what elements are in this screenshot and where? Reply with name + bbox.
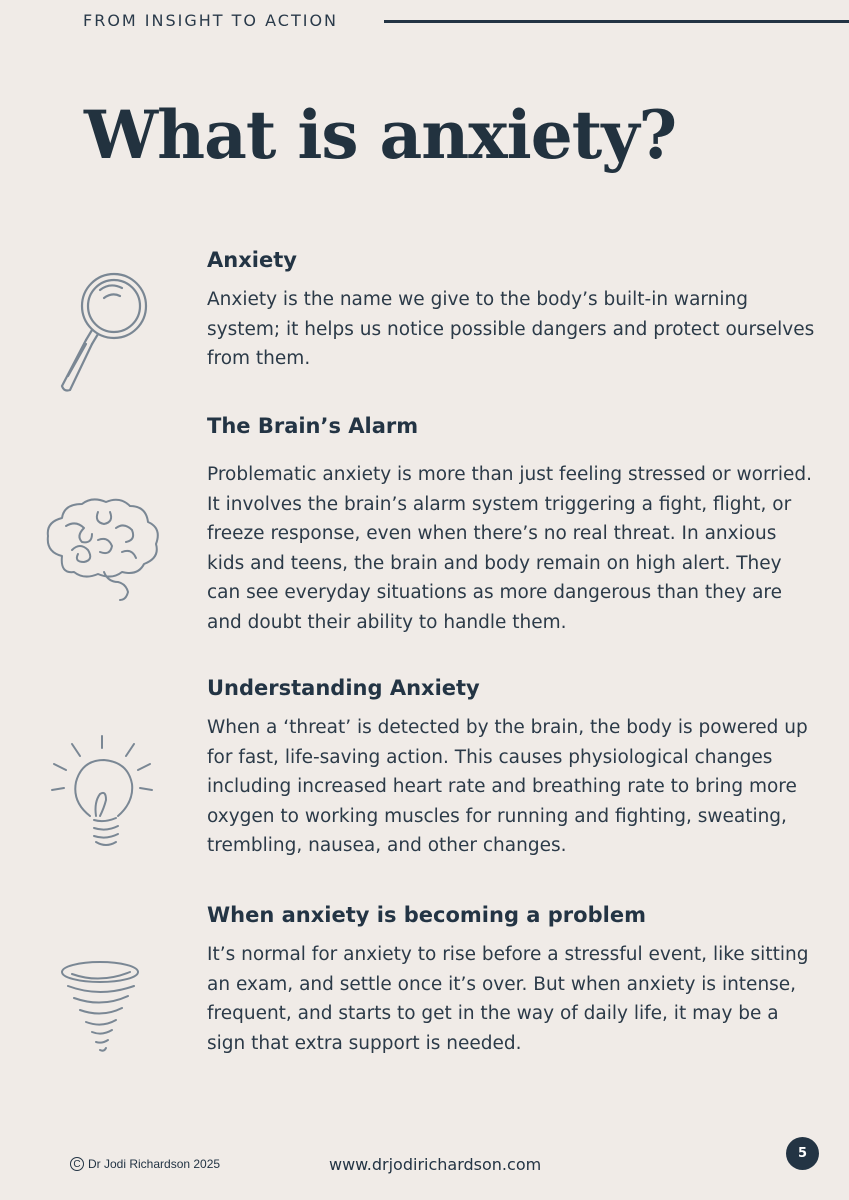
footer-website-link[interactable]: www.drjodirichardson.com	[329, 1155, 542, 1174]
magnifying-glass-icon	[56, 268, 156, 396]
header-rule	[384, 20, 849, 23]
footer-copyright	[70, 1157, 220, 1171]
page-number-badge: 5	[786, 1137, 819, 1170]
section-body: Problematic anxiety is more than just feeling stressed or worried. It involves the brain’s alarm system triggering a fight, flight, or freeze response, even when there’s no real threat. In anxious kids and teens, the brain and body remain on high alert. They can see everyday situations as more dangerous than they are and doubt their ability to handle them.	[207, 464, 812, 633]
section-body: Anxiety is the name we give to the body’s built-in warning system; it helps us notice possible dangers and protect ourselves from them.	[207, 289, 815, 369]
tornado-icon	[58, 956, 146, 1056]
section-body: When a ‘threat’ is detected by the brain, the body is powered up for fast, life-saving action. This causes physiological changes including increased heart rate and breathing rate to bring more oxygen to working muscles for running and fighting, sweating, trembling, nausea, and other changes.	[207, 717, 808, 856]
section-heading: Anxiety	[207, 248, 297, 272]
light-bulb-icon	[50, 734, 154, 854]
section-heading: The Brain’s Alarm	[207, 414, 419, 438]
brain-icon	[42, 496, 162, 604]
copyright-text: Dr Jodi Richardson 2025	[88, 1157, 221, 1171]
section-heading: When anxiety is becoming a problem	[207, 903, 646, 927]
section-understanding-anxiety	[207, 676, 817, 861]
copyright-icon: C	[70, 1157, 84, 1171]
page-title: What is anxiety?	[84, 96, 677, 174]
section-anxiety	[207, 248, 817, 374]
section-when-anxiety-problem	[207, 903, 817, 1058]
section-brains-alarm	[207, 414, 817, 637]
header-kicker: FROM INSIGHT TO ACTION	[83, 11, 338, 30]
section-heading: Understanding Anxiety	[207, 676, 480, 700]
section-body: It’s normal for anxiety to rise before a stressful event, like sitting an exam, and settle once it’s over. But when anxiety is intense, frequent, and starts to get in the way of daily life, it may be a sign that extra support is needed.	[207, 944, 809, 1054]
